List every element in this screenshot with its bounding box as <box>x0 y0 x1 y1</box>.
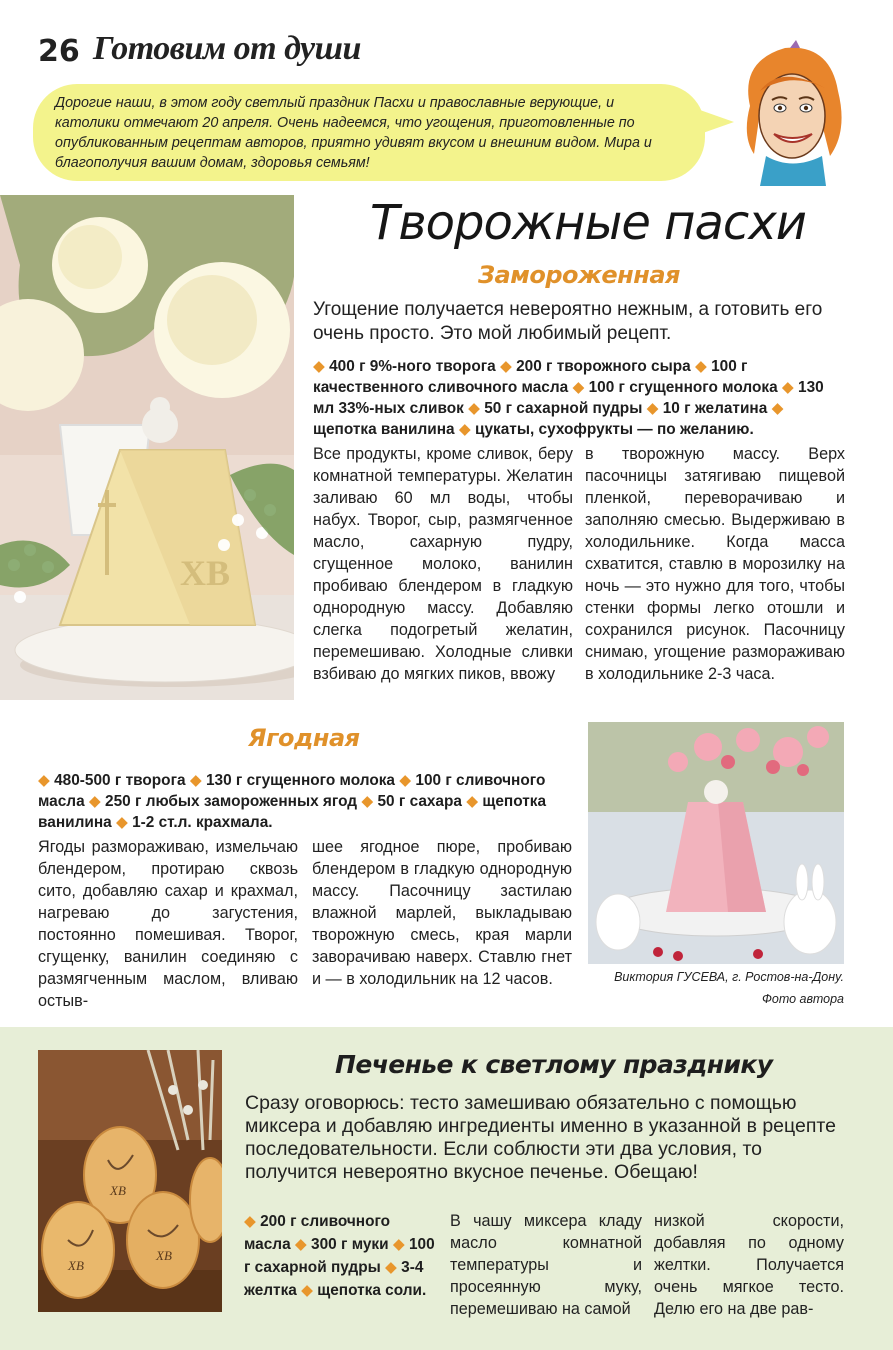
bubble-tail <box>700 110 734 134</box>
cookie-body-col2: низкой скорости, добавляя по одному желтки. Получается очень мягкое тесто. Делю его на две рав- <box>654 1212 844 1318</box>
ingredient-item: 100 г сахарной пудры <box>244 1236 435 1276</box>
bullet-icon: ◆ <box>38 772 55 789</box>
ingredient-item: 400 г 9%-ного творога <box>329 358 500 375</box>
ingredient-item: щепотка ванилина <box>38 793 547 831</box>
recipe1-body-col2: в творожную массу. Верх пасочницы затягиваю пищевой пленкой, переворачиваю и заполняю смесью. Выдерживаю в холодильнике. Когда масса схватится, ставлю в морозилку на ночь — это нужно для того, чтобы стенки формы легко отошли и сохранился рисунок. Пасочницу снимаю, угощение размораживаю в холодильнике 2-3 часа. <box>585 445 845 683</box>
bullet-icon: ◆ <box>301 1282 318 1299</box>
bullet-icon: ◆ <box>88 793 106 810</box>
ingredient-item: 480-500 г творога <box>54 772 190 789</box>
ingredient-item: 50 г сахарной пудры <box>484 400 647 417</box>
bullet-icon: ◆ <box>466 793 483 810</box>
bullet-icon: ◆ <box>468 400 485 417</box>
bullet-icon: ◆ <box>399 772 416 789</box>
ingredient-item: 100 г качественного сливочного масла <box>313 358 748 396</box>
paskha-photo <box>0 195 294 700</box>
bullet-icon: ◆ <box>294 1236 312 1253</box>
bullet-icon: ◆ <box>361 793 378 810</box>
cookie-ingredients <box>244 1210 440 1302</box>
cookie-article-title: Печенье к светлому празднику <box>335 1050 773 1079</box>
bullet-icon: ◆ <box>499 358 517 375</box>
recipe1-lead: Угощение получается невероятно нежным, а готовить его очень просто. Это мой любимый рецепт. <box>313 299 823 344</box>
ingredient-item: 250 г любых замороженных ягод <box>105 793 362 810</box>
bullet-icon: ◆ <box>646 400 663 417</box>
recipe1-subtitle: Замороженная <box>478 261 680 289</box>
recipe2-body-col2: шее ягодное пюре, пробиваю блендером в гладкую однородную массу. Пасочницу застилаю влажной марлей, выкладываю творожную смесь, края марли заворачиваю наверх. Ставлю гнет и — в холодильник на 12 часов. <box>312 838 572 988</box>
ingredient-item: 100 г сливочного масла <box>38 772 546 810</box>
bullet-icon: ◆ <box>313 358 330 375</box>
intro-speech-bubble <box>33 84 705 181</box>
ingredient-item: щепотка соли. <box>317 1282 427 1299</box>
recipe1-ingredients <box>313 356 845 440</box>
recipe2-subtitle: Ягодная <box>248 724 360 752</box>
ingredient-item: 130 г сгущенного молока <box>205 772 400 789</box>
recipe2-ingredients <box>38 770 570 833</box>
cookie-body-col1: В чашу миксера кладу масло комнатной температуры и просеянную муку, перемешиваю на самой <box>450 1212 642 1318</box>
berry-paskha-photo <box>588 722 844 964</box>
bullet-icon: ◆ <box>244 1213 261 1230</box>
photo-caption-credit: Фото автора <box>761 992 844 1006</box>
ingredient-item: 200 г творожного сыра <box>516 358 695 375</box>
article-title: Творожные пасхи <box>370 195 806 251</box>
ingredient-item: 10 г желатина <box>662 400 772 417</box>
bullet-icon: ◆ <box>694 358 712 375</box>
cookie-lead: Сразу оговорюсь: тесто замешиваю обязательно с помощью миксера и добавляю ингредиенты именно в указанной в рецепте последовательности. Если соблюсти эти два условия, то получится невероятно вкусное печенье. Обещаю! <box>245 1092 836 1183</box>
ingredient-item: 50 г сахара <box>377 793 467 810</box>
egg-letters-1: ХВ <box>110 1183 126 1198</box>
page-number: 26 <box>38 34 80 69</box>
bullet-icon: ◆ <box>458 421 476 438</box>
paskha-letters: ХВ <box>180 553 231 593</box>
photo-caption-author: Виктория ГУСЕВА, г. Ростов-на-Дону. <box>614 970 844 984</box>
egg-letters-3: ХВ <box>156 1248 172 1263</box>
cookies-photo <box>38 1050 222 1312</box>
ingredient-item: 300 г муки <box>311 1236 393 1253</box>
intro-text: Дорогие наши, в этом году светлый праздник Пасхи и православные верующие, и католики отмечают 20 апреля. Очень надеемся, что угощения, приготовленные по опубликованным рецептам авторов, приятно удивят вкусом и внешним видом. Мира и благополучия вашим домам, здоровья семьям! <box>55 95 652 171</box>
ingredient-item: 200 г сливочного масла <box>244 1213 391 1253</box>
ingredient-item: 3-4 желтка <box>244 1259 424 1299</box>
ingredient-item: 1-2 ст.л. крахмала. <box>132 814 273 831</box>
ingredient-item: цукаты, сухофрукты — по желанию. <box>475 421 754 438</box>
bullet-icon: ◆ <box>392 1236 409 1253</box>
author-caricature <box>730 36 850 186</box>
bullet-icon: ◆ <box>771 400 784 417</box>
bullet-icon: ◆ <box>189 772 206 789</box>
recipe2-body-col1: Ягоды размораживаю, измельчаю блендером, протираю сквозь сито, добавляю сахар и крахмал, нагреваю до загустения, постоянно помешивая. Творог, сгущенку, ванилин соединяю с размягченным маслом, вливаю остыв- <box>38 838 298 1010</box>
bullet-icon: ◆ <box>781 379 799 396</box>
ingredient-item: 100 г сгущенного молока <box>588 379 782 396</box>
recipe1-body-col1: Все продукты, кроме сливок, беру комнатной температуры. Желатин заливаю 60 мл воды, чтобы набух. Творог, сыр, размягченное масло, сахарную пудру, сгущенное молоко, ванилин пробиваю блендером в гладкую однородную массу. Добавляю слегка подогретый желатин, перемешиваю. Холодные сливки взбиваю до мягких пиков, ввожу <box>313 445 573 683</box>
ingredient-item: щепотка ванилина <box>313 421 459 438</box>
bullet-icon: ◆ <box>572 379 589 396</box>
ingredient-item: 130 мл 33%-ных сливок <box>313 379 824 417</box>
bullet-icon: ◆ <box>115 814 133 831</box>
bullet-icon: ◆ <box>385 1259 402 1276</box>
egg-letters-2: ХВ <box>68 1258 84 1273</box>
section-title: Готовим от души <box>93 30 361 67</box>
